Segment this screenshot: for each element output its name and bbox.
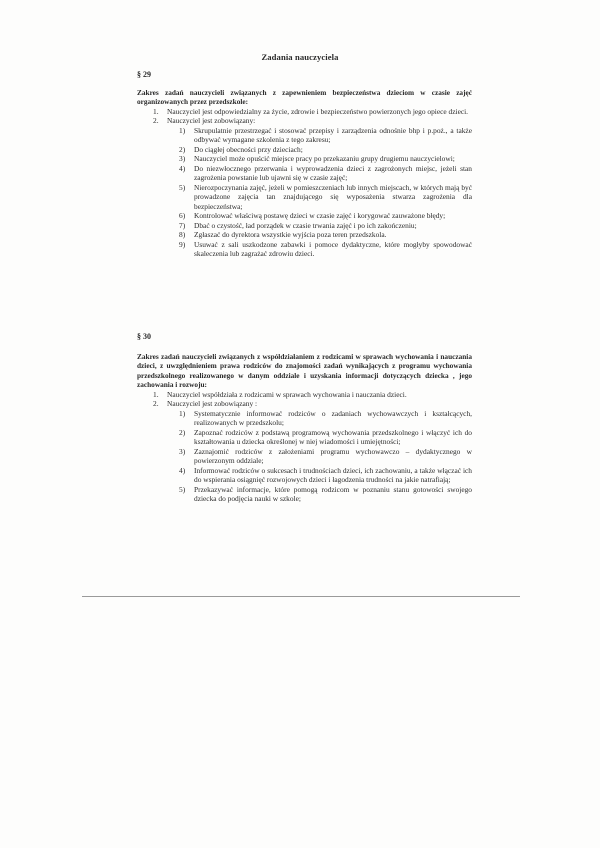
sub-item-number: 1) xyxy=(179,408,186,418)
item-text: Nauczyciel jest zobowiązany: xyxy=(167,116,256,125)
sub-item-text: Nierozpoczynania zajęć, jeżeli w pomieszczeniach lub innych miejscach, w których mają być prowadzone zajęcia tan znajdującego się wyposażenia stwarza zagrożenia dla bezpieczeństwa; xyxy=(194,182,472,211)
sub-item-text: Do ciągłej obecności przy dzieciach; xyxy=(194,144,303,154)
sub-item-number: 2) xyxy=(179,144,186,154)
list-item xyxy=(153,399,472,504)
sub-item-number: 4) xyxy=(179,465,186,475)
sub-item-text: Usuwać z sali uszkodzone zabawki i pomoce dydaktyczne, które mogłyby spowodować skaleczenia lub zagrażać zdrowiu dzieci. xyxy=(194,239,472,258)
sub-list-item xyxy=(181,145,472,155)
sub-item-text: Zgłaszać do dyrektora wszystkie wyjścia poza teren przedszkola. xyxy=(194,230,387,239)
sub-item-text: Kontrolować właściwą postawę dzieci w czasie zajęć i korygować zauważone błędy; xyxy=(194,211,446,220)
item-text: Nauczyciel współdziała z rodzicami w sprawach wychowania i nauczania dzieci. xyxy=(167,389,407,399)
section-intro: Zakres zadań nauczycieli związanych z zapewnieniem bezpieczeństwa dzieciom w czasie zajęć organizowanych przez przedszkole: xyxy=(137,87,472,106)
sub-item-text: Dbać o czystość, ład porządek w czasie trwania zajęć i po ich zakończeniu; xyxy=(194,220,417,230)
page-bottom-divider xyxy=(82,596,520,597)
sub-list-item xyxy=(181,466,472,485)
item-text: Nauczyciel jest zobowiązany : xyxy=(167,399,258,408)
sub-list-item xyxy=(181,447,472,466)
sub-item-number: 9) xyxy=(179,239,186,249)
sub-list-item xyxy=(181,428,472,447)
sub-item-text: Zaznajomić rodziców z założeniami programu wychowawczo – dydaktycznego w powierzonym oddziale; xyxy=(194,446,472,465)
section-intro: Zakres zadań nauczycieli związanych z współdziałaniem z rodzicami w sprawach wychowania i nauczania dzieci, z uwzględnieniem prawa rodziców do znajomości zadań wynikających z programu wychowania przedszkolnego realizowanego w danym oddziale i uzyskania informacji dotyczących dziecka , jego zachowania i rozwoju: xyxy=(137,351,472,389)
sub-list-item xyxy=(181,211,472,221)
sub-list-item xyxy=(181,240,472,259)
sub-list-item xyxy=(181,164,472,183)
section-29 xyxy=(137,70,472,259)
sub-item-number: 4) xyxy=(179,163,186,173)
sub-item-number: 2) xyxy=(179,427,186,437)
sub-item-number: 3) xyxy=(179,154,186,163)
sub-list-item xyxy=(181,230,472,240)
section-30 xyxy=(137,332,472,504)
section-items xyxy=(137,390,472,504)
section-number: § 29 xyxy=(137,70,151,79)
sub-item-text: Skrupulatnie przestrzegać i stosować przepisy i zarządzenia odnośnie bhp i p.poż., a także odbywać wymagane szkolenia z tego zakresu; xyxy=(194,125,472,144)
sub-list-item xyxy=(181,126,472,145)
list-item xyxy=(153,106,472,117)
sub-item-number: 5) xyxy=(179,182,186,192)
sub-items xyxy=(167,126,472,259)
sub-item-text: Przekazywać informacje, które pomogą rodzicom w poznaniu stanu gotowości swojego dziecka do podjęcia nauki w szkole; xyxy=(194,484,472,503)
list-item xyxy=(153,116,472,259)
sub-item-number: 6) xyxy=(179,211,186,220)
sub-list-item xyxy=(181,221,472,231)
sub-item-text: Informować rodziców o sukcesach i trudnościach dzieci, ich zachowaniu, a także włączać ich do wspierania osiągnięć rozwojowych dzieci i łagodzenia trudności na jakie natrafiają; xyxy=(194,465,472,484)
sub-list-item xyxy=(181,409,472,428)
page-title: Zadania nauczyciela xyxy=(261,52,339,62)
sub-item-text: Do niezwłocznego przerwania i wyprowadzenia dzieci z zagrożonych miejsc, jeżeli stan zagrożenia powstanie lub ujawni się w czasie zajęć; xyxy=(194,163,472,182)
section-items xyxy=(137,107,472,259)
sub-item-text: Zapoznać rodziców z podstawą programową wychowania przedszkolnego i włączyć ich do kształtowania u dziecka określonej w niej wiadomości i umiejętności; xyxy=(194,427,472,446)
sub-list-item xyxy=(181,154,472,164)
item-number: 2. xyxy=(153,116,159,125)
sub-items xyxy=(167,409,472,504)
sub-list-item xyxy=(181,183,472,212)
item-number: 1. xyxy=(153,389,159,399)
sub-item-text: Nauczyciel może opuścić miejsce pracy po przekazaniu grupy drugiemu nauczycielowi; xyxy=(194,154,455,163)
sub-list-item xyxy=(181,485,472,504)
item-number: 1. xyxy=(153,106,159,116)
sub-item-number: 5) xyxy=(179,484,186,494)
item-text: Nauczyciel jest odpowiedzialny za życie, zdrowie i bezpieczeństwo powierzonych jego opiece dzieci. xyxy=(167,106,469,116)
list-item xyxy=(153,389,472,400)
section-number: § 30 xyxy=(137,332,151,341)
sub-item-text: Systematycznie informować rodziców o zadaniach wychowawczych i kształcących, realizowanych w przedszkolu; xyxy=(194,408,472,427)
sub-item-number: 1) xyxy=(179,125,186,135)
sub-item-number: 7) xyxy=(179,220,186,230)
sub-item-number: 3) xyxy=(179,446,186,456)
item-number: 2. xyxy=(153,399,159,408)
sub-item-number: 8) xyxy=(179,230,186,239)
